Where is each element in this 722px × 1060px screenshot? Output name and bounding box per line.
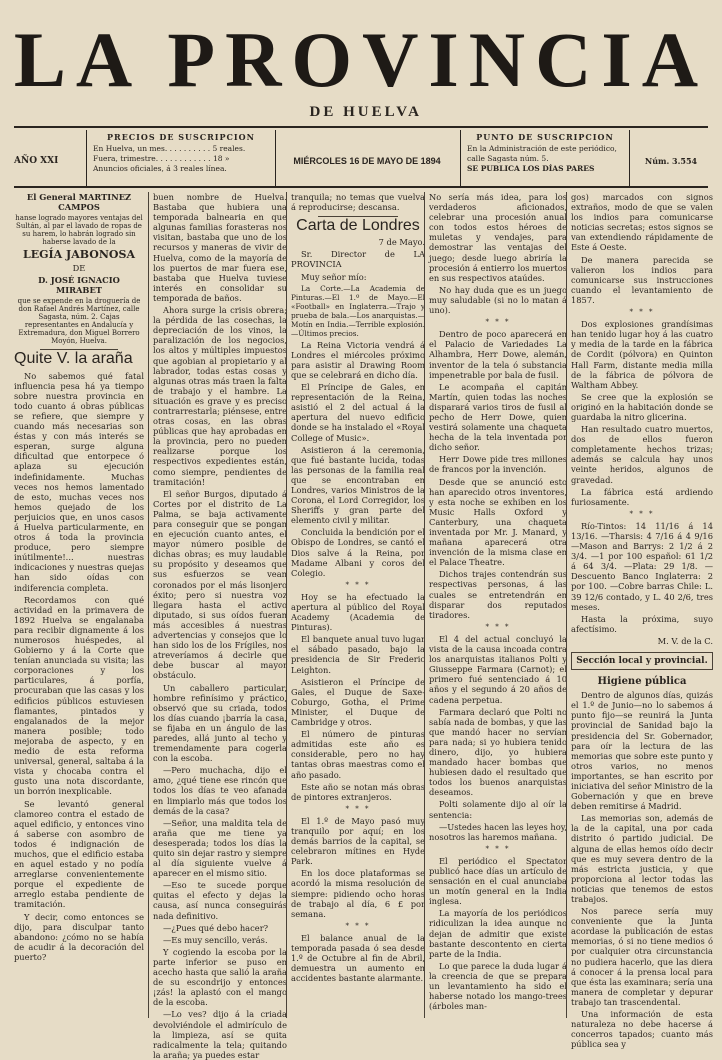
column-3 — [286, 192, 429, 1018]
paragraph: El 4 del actual concluyó la vista de la causa incoada contra los anarquistas italianos Polti y Giusseppe Farmara (Carnot); el primero fué sentenciado á 10 años y el segundo á 20 años de cadena perpetua. — [429, 633, 567, 705]
price-line: Anuncios oficiales, á 3 reales línea. — [93, 164, 227, 173]
paragraph: Farmara declaró que Polti no sabía nada de bombas, y que las que mandó hacer no servían para nada; si yo hubiera tenido dinero, dijo, yo hubiera mandado hacer bombas que hubiesen dado el resultado que todos los buenos anarquistas deseamos. — [429, 706, 567, 798]
masthead-subtitle: DE HUELVA — [309, 104, 422, 120]
paragraph: Le acompaña el capitán Martín, quien todas las noches disparará varios tiros de fusil al pecho de Herr Dowe, quien vestirá solamente una chaqueta hecha de la tela inventada por dicho señor. — [429, 381, 567, 453]
paragraph: —Señor, una maldita tela de araña que me tiene ya desesperada; todos los días la quito sin dejar rastro y siempre al día siguiente vuelve á aparecer en el mismo sitio. — [153, 817, 287, 879]
subscription-line: SE PUBLICA LOS DÍAS PARES — [467, 164, 595, 173]
paragraph: Se cree que la explosión se originó en la habitación donde se guardaba la nitro glicerina. — [571, 391, 713, 422]
paragraph: Este año se notan más obras de pintores extranjeros. — [291, 781, 425, 802]
paragraph: La fábrica está ardiendo furiosamente. — [571, 486, 713, 507]
paragraph: Hoy se ha efectuado la apertura al público del Royal Academy (Academia de Pinturas). — [291, 591, 425, 633]
paragraph: Y decir, como entonces se dijo, para disculpar tanto abandono: ¿cómo no se había de acudir á la decoración del puerto? — [14, 911, 144, 962]
paragraph: El banquete anual tuvo lugar el sábado pasado, bajo la presidencia de Sir Frederic Leighton. — [291, 634, 425, 675]
separator-stars: * * * — [485, 318, 511, 327]
separator-stars: * * * — [485, 622, 511, 631]
summary: La Corte.—La Academia de Pinturas.—El 1.º de Mayo.—El «Football» en Inglaterra.—Trajo y prueba de bala.—Los anarquistas.—Motín en India.—Terrible explosión.—Últimos precios. — [291, 283, 425, 338]
price-line: Fuera, trimestre. . . . . . . . . . . . 18 » — [93, 154, 230, 163]
column-2 — [148, 192, 291, 1060]
paragraph: El 1.º de Mayo pasó muy tranquilo por aquí; en los demás barrios de la capital, se celebraron mítines en Hyde Park. — [291, 815, 425, 867]
dateline: 7 de Mayo. — [378, 237, 425, 248]
paragraph: Hasta la próxima, suyo afectísimo. — [571, 613, 713, 634]
paragraph: —Es muy sencillo, verás. — [163, 934, 268, 945]
paragraph: Una información de esta naturaleza no debe hacerse á concerros tapados; cuanto más pública sea y — [571, 1009, 713, 1050]
separator-stars: * * * — [485, 844, 511, 853]
paragraph: Dentro de poco aparecerá en el Palacio de Variedades La Alhambra, Herr Dowe, alemán, inventor de la tela ó substancia impenetrable por bala de fusil. — [429, 329, 567, 380]
paragraph: Dichos trajes contendrán sus respectivas personas, á las cuales se entretendrán en disparar dos reputados tiradores. — [429, 569, 567, 620]
price-line: En Huelva, un mes. . . . . . . . . . 5 reales. — [93, 144, 246, 153]
separator-stars: * * * — [345, 804, 371, 813]
subscription-line: En la Administración de este periódico, — [467, 144, 617, 153]
prices-box — [86, 130, 276, 186]
paragraph: —Lo ves? dijo á la criada devolviéndole el admirículo de la limpieza, así se quita radicalmente la tela; quitando la araña; ya puedes estar — [153, 1009, 287, 1060]
ad-text: hanse logrado mayores ventajas del Sultán, al par el lavado de ropas de su harem, lo habrán logrado sin haberse lavado de la — [15, 214, 143, 247]
header-band — [14, 130, 708, 186]
paragraph: buen nombre de Huelva. Bastaba que hubiera una temporada balnearia en que algunas familias forasteras nos visitan, bastaba que uno de los recursos y maneras de vivir de Huelva, como de la mayoría de los puertos de mar fuera ese, bastaba que Huelva tuviese interés en consolidar su temporada de baños. — [153, 192, 287, 303]
year-block — [14, 130, 84, 186]
paragraph: Un caballero particular, hombre refinísimo y práctico, observó que su criada, todos los días cuando ¡barría la casa, se fijaba en un ángulo de las paredes, allá junto al techo y tremendamente para cogerla con la escoba. — [153, 682, 287, 764]
subscription-box — [460, 130, 630, 186]
paragraph: El periódico el Spectator publicó hace días un artículo de sensación en el cual anunciaba un motín general en la India inglesa. — [429, 855, 567, 907]
article-heading: Quite V. la araña — [14, 350, 133, 368]
separator-stars: * * * — [345, 921, 371, 930]
sub-heading: Higiene pública — [597, 676, 687, 688]
paragraph: gos) marcados con signos extraños, modo de que se valen los indios para comunicarse noticias secretas; estos signos se van extendiendo rápidamente de Este á Oeste. — [571, 192, 713, 253]
header-bottom-rule — [14, 186, 708, 188]
paragraph: —Ustedes hacen las leyes hoy, nosotros las haremos mañana. — [429, 821, 567, 842]
column-5 — [566, 192, 713, 1050]
paragraph: Ahora surge la crisis obrera; la pérdida de las cosechas, la depreciación de los vinos, la paralización de los negocios, los altos y múltiples impuestos que agobian al propietario y al labrador, todas estas cosas y algunas otras más traen la falta de trabajo y el hambre. La situación es grave y es preciso contrarrestarla; piénsese, entre otras cosas, en las obras públicas que hay aprobadas en la provincia, pero no pueden realizarse porque los respectivos expedientes están, como siempre, pendientes de tramitación! — [153, 305, 287, 487]
paragraph: Desde que se anunció esto han aparecido otros inventores, y esta noche se exhiben en los Music Halls Oxford y Canterbury, una chaqueta inventada por Mr. J. Manard, y mañana aparecerá otra invención de la misma clase en el Palace Theatre. — [429, 476, 567, 568]
paragraph: Herr Dowe pide tres millones de francos por la invención. — [429, 454, 567, 475]
section-title: Sección local y provincial. — [571, 652, 713, 670]
ad-product: LEGÍA JABONOSA — [23, 248, 135, 262]
paragraph: Las memorias son, además de la de la capital, una por cada distrito ó partido judicial. De alguna de ellas hemos oído decir que es muy severa dentro de la más estricta justicia, y que proporciona al lector todas las noticias que tenemos de estos trabajos. — [571, 813, 713, 904]
subscription-title: PUNTO DE SUSCRIPCION — [476, 132, 614, 142]
paragraph: Asistieron el Príncipe de Gales, el Duque de Saxe-Coburgo, Gotha, el Prime Minister, el Duque de Cambridge y otros. — [291, 676, 425, 728]
paragraph: Polti solamente dijo al oír la sentencia: — [429, 799, 567, 820]
paragraph: La Reina Victoria vendrá á Londres el miércoles próximo para asistir al Drawing Room que se celebrará en dicho día. — [291, 339, 425, 380]
paragraph: No sabemos qué fatal influencia pesa há ya tiempo sobre nuestra provincia en todo cuanto á obras públicas se refiere, que siempre y cuando más necesarias son éstas y con más interés se esperan, surge alguna dificultad que entorpece ó aplaza su ejecución indefinidamente. Muchas veces nos hemos lamentado de esto, muchas veces nos hemos quejado de los perjuicios que, en unos casos á Huelva particularmente, en otros á toda la provincia produce, pero siempre inútilmente!... nuestras indicaciones y nuestras quejas han sido oídas con indiferencia completa. — [14, 370, 144, 593]
paragraph: De manera parecida se valieron los indios para comunicarse sus instrucciones cuando el levantamiento de 1857. — [571, 254, 713, 305]
paragraph: En los doce plataformas se acordó la misma resolución de siempre: pidiendo ocho horas de trabajo al día, 6 £ por semana. — [291, 868, 425, 919]
separator-stars: * * * — [629, 509, 655, 518]
separator-stars: * * * — [629, 308, 655, 317]
paragraph: Recordamos con qué actividad en la primavera de 1892 Huelva se engalanaba para recibir dignamente á los numerosos huéspedes, al Gobierno y á la Corte que tenían anunciada su visita; las corporaciones y los particulares, á porfía, procuraban que las casas y los edificios públicos estuviesen flamantes, pintados y engalanados de la mejor manera posible; todo mejoraba de aspecto, y en medio de esta reforma universal, general, saltaba á la vista y chocaba contra el gusto una nota discordante, un borrón inexplicable. — [14, 594, 144, 797]
paragraph: Lo que parece la duda lugar á la creencia de que se prepara un levantamiento ha sido el haberse notado los mango-trees (árboles man- — [429, 960, 567, 1012]
paragraph: El Príncipe de Gales, en representación de la Reina, asistió el 2 del actual á la apertura del nuevo edificio donde se ha instalado el «Royal College of Music». — [291, 382, 425, 443]
paragraph: El balance anual de la temporada pasada ó sea desde 1.º de Octubre al fin de Abril, demuestra un aumento en accidentes bastante alarmante. — [291, 932, 425, 984]
paragraph: La mayoría de los periódicos ridiculizan la idea aunque no dejan de admitir que existe bastante descontento en cierta parte de la India. — [429, 908, 567, 959]
masthead-title: LA PROVINCIA — [13, 16, 709, 103]
market-quotes: Río-Tintos: 14 11/16 á 14 13/16. —Tharsis: 4 7/16 á 4 9/16 —Mason and Barrys: 2 1/2 á 2 3/4. —1 por 100 español: 61 1/2 á 64 3/4. —Plata: 29 1/8. —Descuento Banco Inglaterra: 2 por 100. —Cobre barras Chile: L. 39 12/6 contado, y L. 40 2/6, tres meses. — [571, 520, 713, 612]
columns — [14, 192, 713, 1060]
paragraph: —¿Pues qué debo hacer? — [163, 922, 269, 933]
column-1 — [14, 192, 148, 1018]
ad-headline: El General MARTINEZ CAMPOS — [26, 192, 132, 213]
column-4 — [424, 192, 571, 1018]
greeting: Muy señor mío: — [301, 271, 367, 282]
top-rule — [14, 126, 708, 128]
salutation: Sr. Director de LA PROVINCIA — [291, 249, 425, 270]
prices-title: PRECIOS DE SUSCRIPCION — [107, 132, 255, 142]
paragraph: No hay duda que es un juego muy saludable (si no lo matan á uno). — [429, 284, 567, 316]
issue-number: Núm. 3.554 — [644, 156, 698, 166]
paragraph: Nos parece sería muy conveniente que la Junta acordase la publicación de estas memorias, ó si no tiene medios ó por cualquier otra circunstancia no pudiera hacerlo, que las diera á conocer á la prensa local para que ésta las examinara; sería una manera de completar y depurar trabajo tan trascendental. — [571, 906, 713, 1007]
paragraph: Y cogiendo la escoba por la parte inferior se puso en acecho hasta que salió la araña de su escondrijo y entonces ¡zás! la aplastó con el mango de la escoba. — [153, 946, 287, 1008]
paragraph: —Pero muchacha, dijo el amo, ¿qué tiene ese rincón que todos los días te veo afanada en limpiarlo más que todos los demás de la casa? — [153, 765, 287, 816]
paragraph: Se levantó general clamoreo contra el estado de aquel edificio, y entonces vino á saberse con asombro de todos é indignación de muchos, que el edificio estaba en aquel estado y no podía arreglarse convenientemente porque el expediente de arreglo estaba pendiente de tramitación. — [14, 798, 144, 910]
paragraph: Asistieron á la ceremonia, que fué bastante lucida, todas las personas de la familia real que se encontraban en Londres, varios Ministros de la Corona, el Lord Corregidor, los Sheriffs y gran parte del elemento civil y militar. — [291, 444, 425, 526]
ad-de: DE — [72, 263, 86, 274]
signature: M. V. de la C. — [657, 635, 713, 646]
paragraph: El señor Burgos, diputado á Cortes por el distrito de La Palma, se baja activamente para conseguir que se pongan en ejecución cuanto antes, el mayor número posible de dichas obras; es muy laudable su propósito y deseamos que sus esfuerzos se vean coronados por el más lisonjero éxito; pero si nuestra voz llegara hasta el activo diputado, si sus oídos fueran más accesibles á nuestras advertencias y consejos que lo han sido los de los Frígiles, nos atreveríamos á decirle que debe buscar al mayor obstáculo. — [153, 488, 287, 681]
paragraph: El número de pinturas admitidas este año es considerable, pero no hay tantas obras maestras como el año pasado. — [291, 729, 425, 780]
article-heading: Carta de Londres — [296, 217, 420, 235]
separator-stars: * * * — [345, 580, 371, 589]
paragraph: Dentro de algunos días, quizás el 1.º de Junio—no lo sabemos á punto fijo—se reunirá la Junta provincial de Sanidad bajo la presidencia del Sr. Gobernador, para oír la lectura de las memorias que sobre este punto y otros varios, no menos importantes, se han escrito por iniciativa del señor Ministro de la Gobernación y que en breve deben remitirse á Madrid. — [571, 690, 713, 812]
ad-tail: que se expende en la droguería de don Rafael Andrés Martínez, calle Sagasta, núm. 2. Cajas representantes en Andalucía y Extremadura, don Miguel Borrero Moyón, Huelva. — [17, 297, 141, 346]
paragraph: No sería más idea, para los verdaderos aficionados, celebrar una procesión anual con todos estos héroes de muletas y vendajes, para demostrar las ventajas del juego; desde luego abriría la procesión á entierro los muertos en sus respectivos ataúdes. — [429, 192, 567, 283]
paragraph: Concluida la bendición por el Obispo de Londres, se cantó el Dios salve á la Reina, por Madame Albani y coros del Colegio. — [291, 527, 425, 578]
paragraph: Han resultado cuatro muertos, dos de ellos fueron completamente hechos trizas; además se calcula hay unos veinte heridos, algunos de gravedad. — [571, 424, 713, 485]
paragraph: tranquila; no temas que vuelva á reproducirse; descansa. — [291, 192, 425, 213]
subscription-line: calle Sagasta núm. 5. — [467, 154, 549, 163]
paragraph: Dos explosiones grandísimas han tenido lugar hoy á las cuatro y media de la tarde en la fábrica de Cordit (pólvora) en Quinton Hall Farm, distante media milla de la fábrica de pólvora de Waltham Abbey. — [571, 319, 713, 390]
ad-maker: D. JOSÉ IGNACIO MIRABET — [38, 275, 120, 296]
issue-date: MIÉRCOLES 16 DE MAYO DE 1894 — [293, 156, 441, 166]
paragraph: —Eso te sucede porque quitas el efecto y dejas la causa, así nunca conseguirás nada definitivo. — [153, 880, 287, 921]
year-label: AÑO XXI — [14, 156, 59, 166]
